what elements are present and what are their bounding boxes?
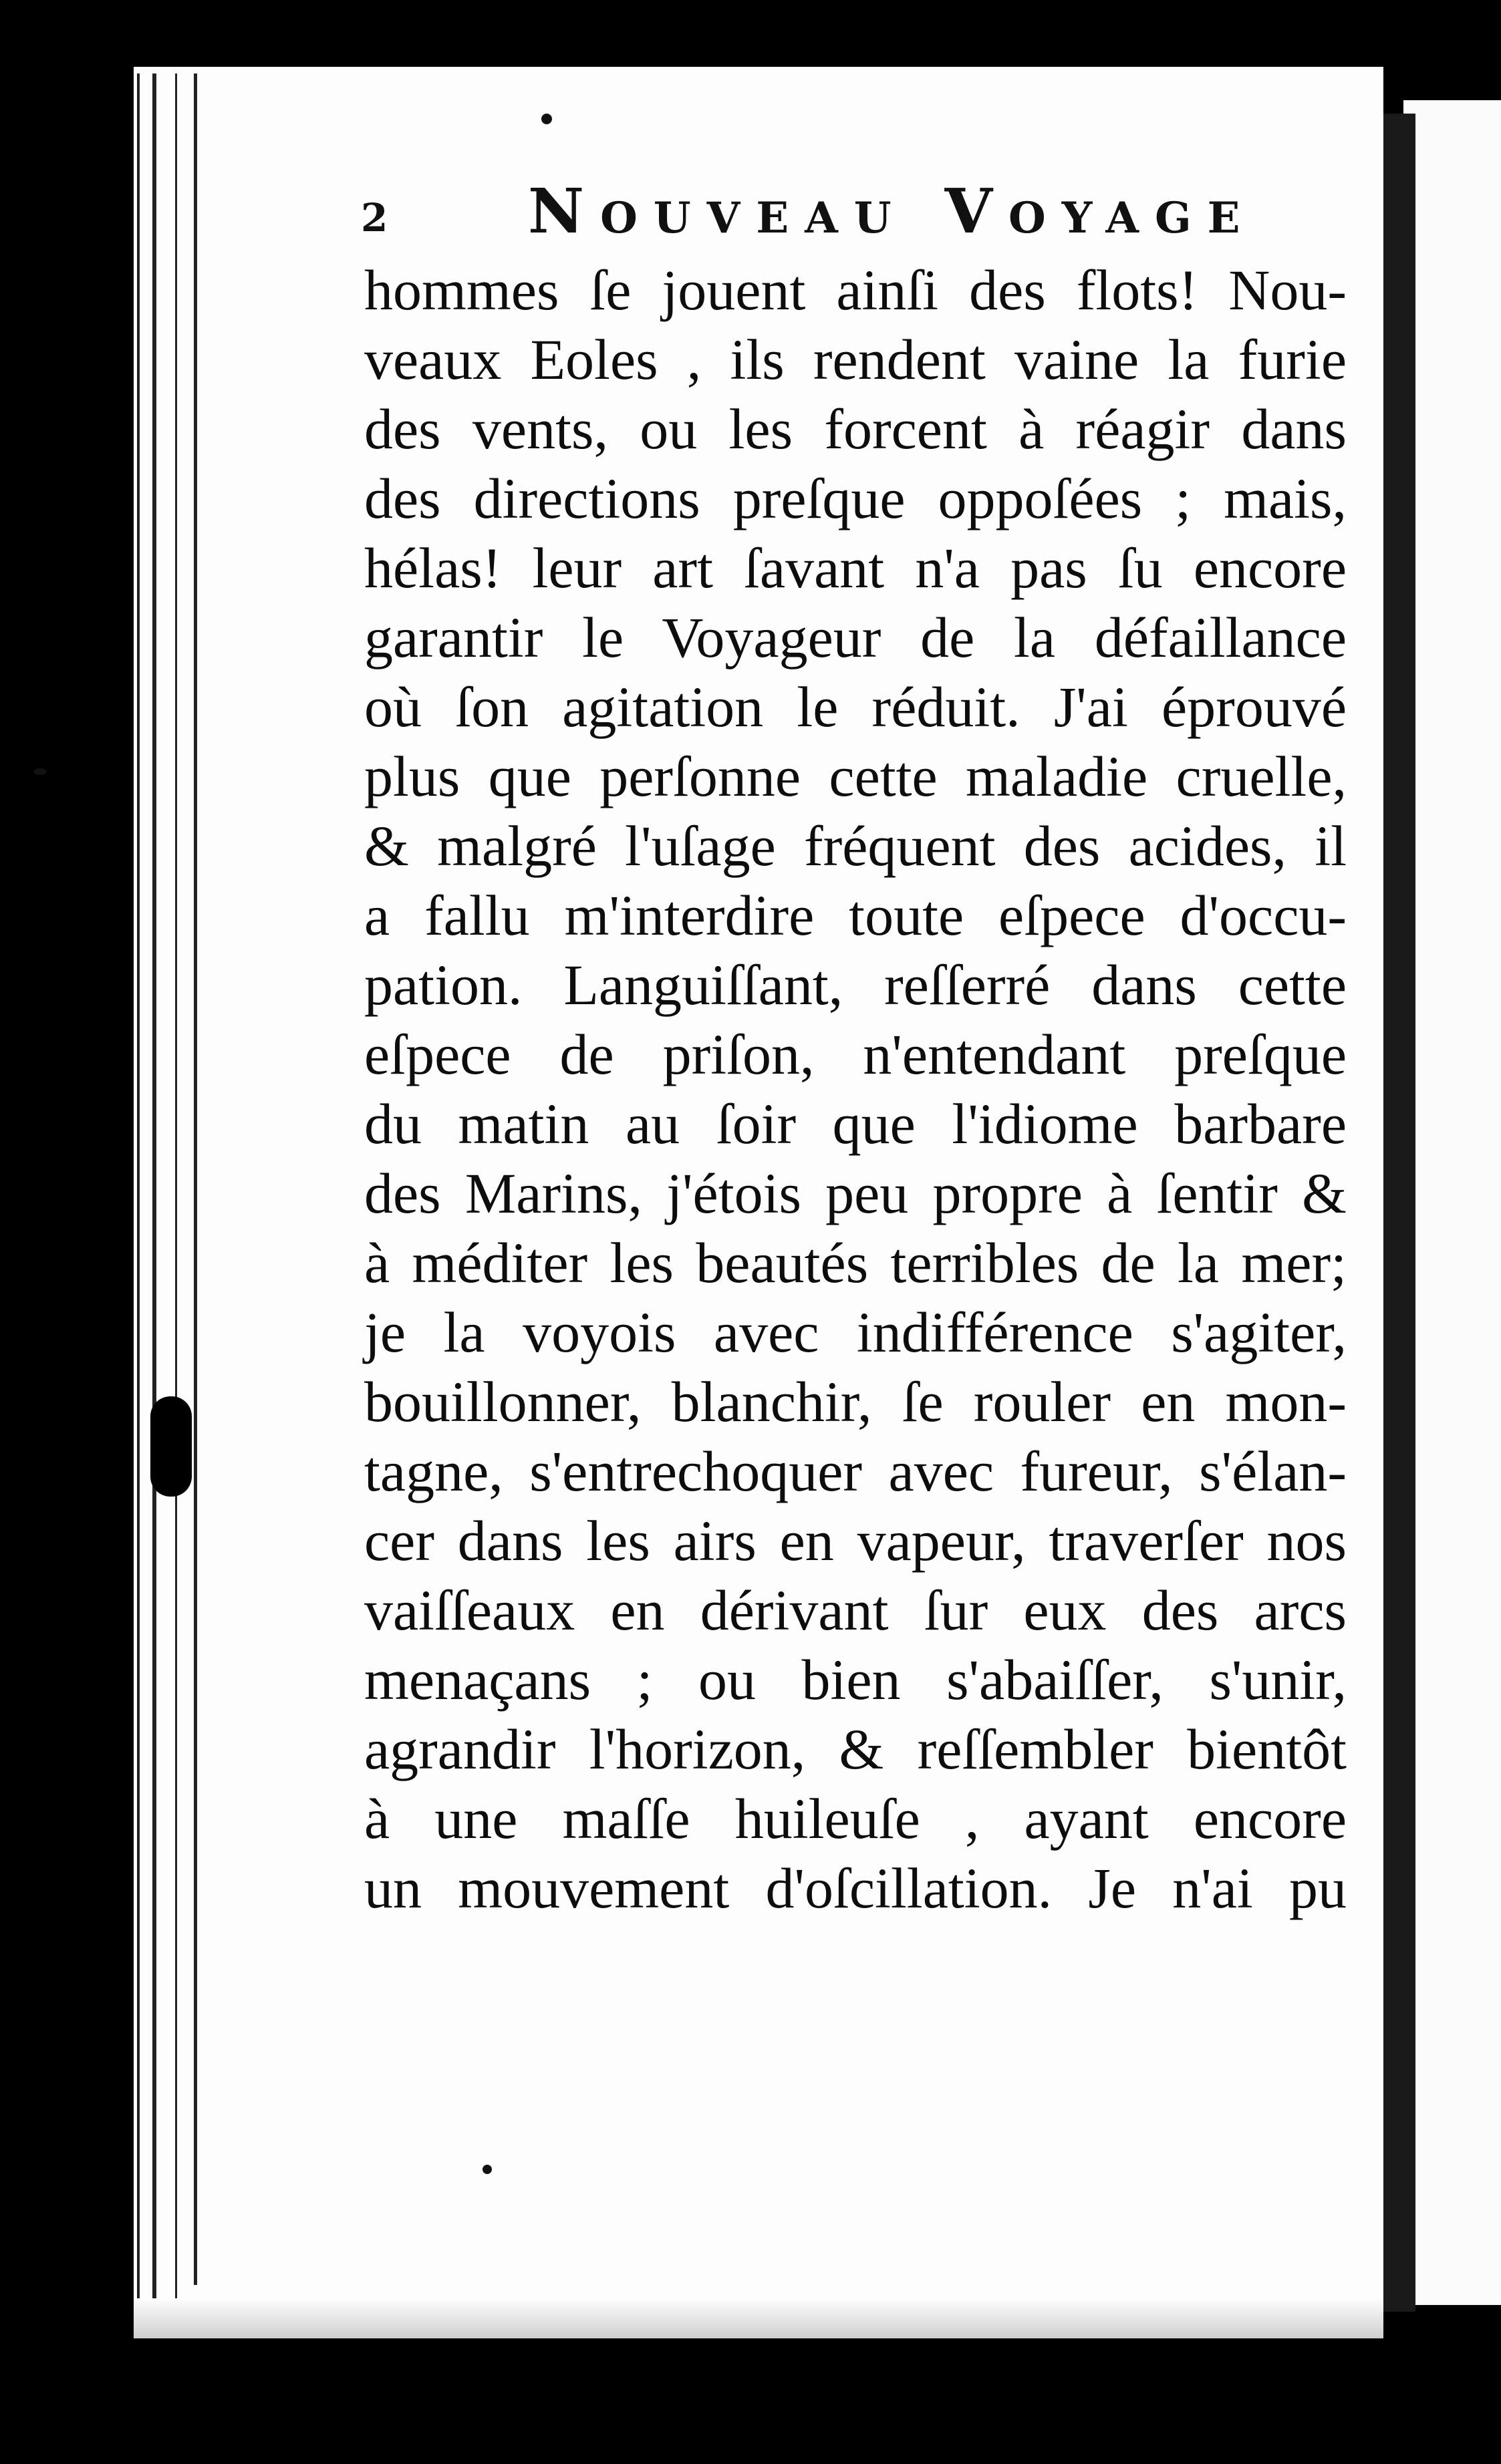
text-line: cer dans les airs en vapeur, traverſer nos <box>364 1509 1347 1573</box>
text-line: où ſon agitation le réduit. J'ai éprouvé <box>364 675 1347 739</box>
page-edge-line <box>137 73 140 2318</box>
page-edge-line <box>194 73 197 2285</box>
text-line: tagne, s'entrechoquer avec fureur, s'élan- <box>364 1439 1347 1503</box>
text-line: agrandir l'horizon, & reſſembler bientôt <box>364 1717 1347 1781</box>
text-line: à méditer les beautés terribles de la mer; <box>364 1231 1347 1295</box>
facing-page-edge <box>1403 100 1501 2305</box>
text-line: des directions preſque oppoſées ; mais, <box>364 466 1347 530</box>
text-line: à une maſſe huileuſe , ayant encore <box>364 1787 1347 1851</box>
text-line: menaçans ; ou bien s'abaiſſer, s'unir, <box>364 1648 1347 1712</box>
binding-blot <box>150 1396 192 1497</box>
text-line: hélas! leur art ſavant n'a pas ſu encore <box>364 536 1347 600</box>
text-line: du matin au ſoir que l'idiome barbare <box>364 1092 1347 1156</box>
ink-speck <box>483 2165 492 2174</box>
text-line: plus que perſonne cette maladie cruelle, <box>364 744 1347 808</box>
text-line: des Marins, j'étois peu propre à ſentir & <box>364 1161 1347 1225</box>
body-text <box>364 255 1347 1923</box>
running-head-title: Nouveau Voyage <box>528 175 1256 247</box>
page-edge-line <box>175 73 177 2298</box>
text-line: garantir le Voyageur de la défaillance <box>364 605 1347 669</box>
text-line: je la voyois avec indifférence s'agiter, <box>364 1300 1347 1364</box>
page-edge-line <box>152 73 156 2305</box>
text-line: hommes ſe jouent ainſi des flots! Nou- <box>364 258 1347 322</box>
running-head <box>361 175 1363 249</box>
ink-speck <box>541 114 552 124</box>
text-line: un mouvement d'oſcillation. Je n'ai pu <box>364 1856 1347 1920</box>
text-line: veaux Eoles , ils rendent vaine la furie <box>364 327 1347 392</box>
page-number: 2 <box>361 195 388 241</box>
text-line: des vents, ou les forcent à réagir dans <box>364 397 1347 461</box>
text-line: pation. Languiſſant, reſſerré dans cette <box>364 953 1347 1017</box>
text-line: a fallu m'interdire toute eſpece d'occu- <box>364 883 1347 947</box>
text-line: & malgré l'uſage fréquent des acides, il <box>364 814 1347 878</box>
page-bottom-shadow <box>134 2298 1383 2338</box>
text-line: eſpece de priſon, n'entendant preſque <box>364 1022 1347 1086</box>
ink-speck <box>33 768 47 775</box>
text-line: vaiſſeaux en dérivant ſur eux des arcs <box>364 1578 1347 1642</box>
text-line: bouillonner, blanchir, ſe rouler en mon- <box>364 1370 1347 1434</box>
